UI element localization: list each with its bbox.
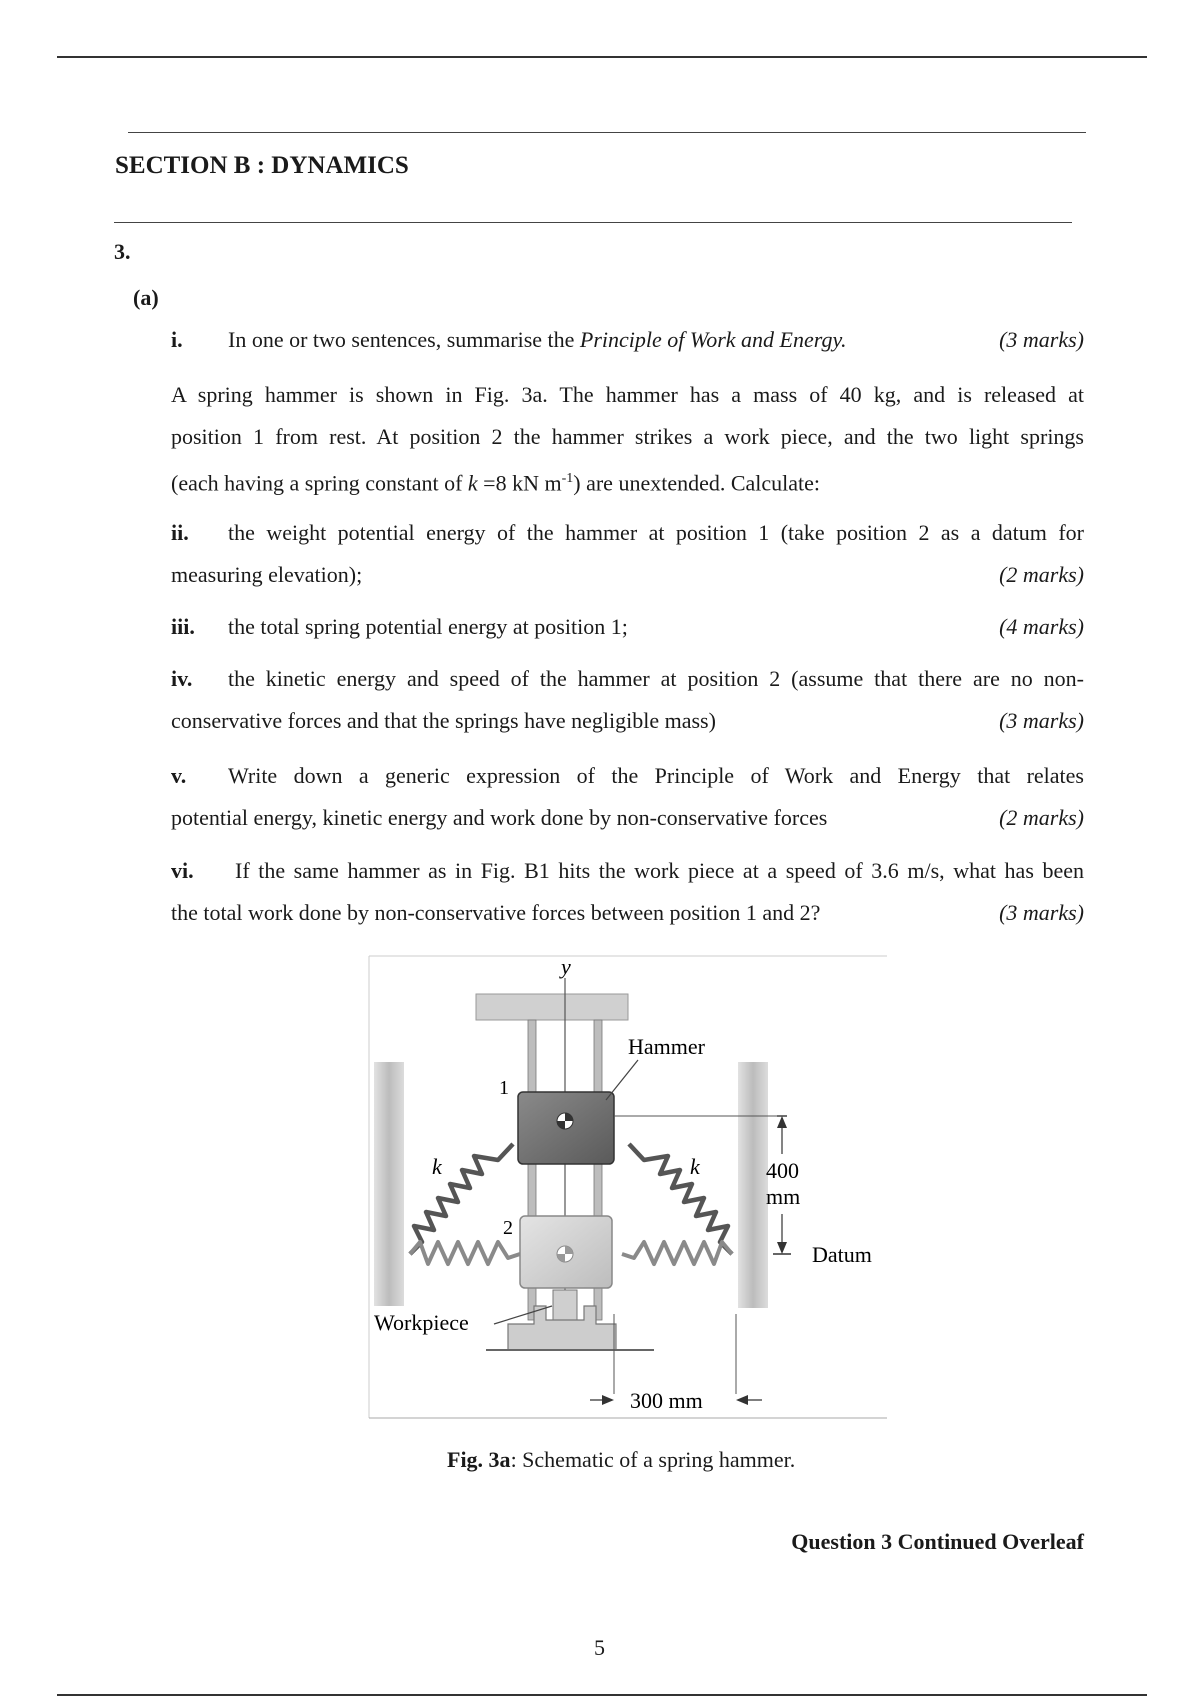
figure-caption-label: Fig. 3a (447, 1447, 511, 1472)
hammer-leader-line (606, 1060, 638, 1100)
page-top-rule (57, 56, 1147, 58)
item-i-italic: Principle of Work and Energy. (579, 327, 847, 352)
item-iii-marks: (4 marks) (999, 614, 1084, 639)
section-heading: SECTION B : DYNAMICS (115, 152, 409, 179)
item-v-text: Write down a generic expression of the Principle of Work and Energy that relates (228, 763, 1084, 788)
item-vi-line-1 (171, 850, 1084, 892)
spring-hammer-figure (368, 954, 888, 1420)
item-vi-text: If the same hammer as in Fig. B1 hits the work piece at a speed of 3.6 m/s, what has been (235, 858, 1084, 883)
dim-300-arrow-right (736, 1395, 748, 1405)
item-i-text: In one or two sentences, summarise the (228, 327, 580, 352)
item-ii-label: ii. (171, 520, 189, 545)
figure-caption-text: : Schematic of a spring hammer. (510, 1447, 796, 1472)
unit-superscript: -1 (561, 471, 574, 486)
item-v-marks: (2 marks) (999, 805, 1084, 830)
intro-line-3a: (each having a spring constant of (171, 470, 468, 496)
page-number: 5 (594, 1635, 605, 1660)
item-v-line-2: potential energy, kinetic energy and work done by non-conservative forces (171, 805, 828, 830)
item-iv-text: the kinetic energy and speed of the hammer at position 2 (assume that there are no non- (228, 666, 1084, 691)
spring-left-label: k (432, 1154, 442, 1179)
part-label: (a) (133, 285, 159, 310)
position2-label: 2 (503, 1217, 513, 1239)
intro-line-3 (171, 458, 1084, 504)
item-iv-line-2: conservative forces and that the springs have negligible mass) (171, 708, 716, 733)
item-v-line-1 (171, 755, 1084, 797)
left-wall (374, 1062, 404, 1306)
item-i (171, 328, 847, 352)
item-iii (171, 615, 628, 639)
datum-label: Datum (812, 1242, 872, 1267)
item-ii-text: the weight potential energy of the hammer at position 1 (take position 2 as a datum for (228, 520, 1084, 545)
top-plate (476, 994, 628, 1020)
spring-right-position2 (622, 1242, 732, 1264)
item-ii-marks: (2 marks) (999, 562, 1084, 587)
item-v-label: v. (171, 763, 187, 788)
continued-note: Question 3 Continued Overleaf (791, 1529, 1084, 1554)
item-ii-line-1 (171, 512, 1084, 554)
spring-right-label: k (690, 1154, 700, 1179)
intro-line-1: A spring hammer is shown in Fig. 3a. The hammer has a mass of 40 kg, and is released at (171, 382, 1084, 407)
dim-arrow-bottom (777, 1242, 787, 1254)
item-vi-label: vi. (171, 858, 194, 883)
item-iv-marks: (3 marks) (999, 708, 1084, 733)
item-v (171, 755, 1084, 839)
intro-line-3c: ) are unextended. Calculate: (573, 470, 821, 496)
workpiece-label: Workpiece (374, 1310, 469, 1335)
spring-hammer-diagram (368, 954, 888, 1420)
item-vi-marks: (3 marks) (999, 900, 1084, 925)
spring-constant-symbol: k (467, 470, 478, 496)
spring-left-position1 (410, 1144, 513, 1254)
item-iii-text: the total spring potential energy at position 1; (228, 614, 628, 639)
item-iv-line-1 (171, 658, 1084, 700)
intro-line-3b: =8 kN m (477, 470, 562, 496)
item-iv-label: iv. (171, 666, 193, 691)
right-wall (738, 1062, 768, 1308)
y-axis-label: y (561, 954, 571, 979)
section-rule-bottom (114, 222, 1072, 223)
item-iii-label: iii. (171, 614, 195, 639)
height-unit: mm (766, 1184, 801, 1209)
dim-300-arrow-left (602, 1395, 614, 1405)
item-ii-line-2: measuring elevation); (171, 562, 363, 587)
section-rule-top (128, 132, 1086, 133)
dim-arrow-top (777, 1116, 787, 1128)
item-vi-line-2: the total work done by non-conservative forces between position 1 and 2? (171, 900, 821, 925)
figure-caption (447, 1448, 795, 1472)
height-value: 400 (766, 1158, 799, 1183)
item-ii (171, 512, 1084, 596)
item-iv (171, 658, 1084, 742)
question-number: 3. (114, 239, 131, 264)
item-i-label: i. (171, 327, 183, 352)
intro-line-2: position 1 from rest. At position 2 the hammer strikes a work piece, and the two light springs (171, 424, 1084, 449)
width-dimension: 300 mm (630, 1388, 703, 1413)
item-vi (171, 850, 1084, 934)
spring-left-position2 (410, 1242, 520, 1264)
hammer-label: Hammer (628, 1034, 705, 1059)
workpiece-block (553, 1290, 577, 1320)
page-bottom-rule (57, 1694, 1147, 1696)
spring-right-position1 (629, 1144, 732, 1254)
item-i-marks: (3 marks) (999, 327, 1084, 352)
position1-label: 1 (499, 1077, 509, 1099)
intro-paragraph (171, 374, 1084, 504)
